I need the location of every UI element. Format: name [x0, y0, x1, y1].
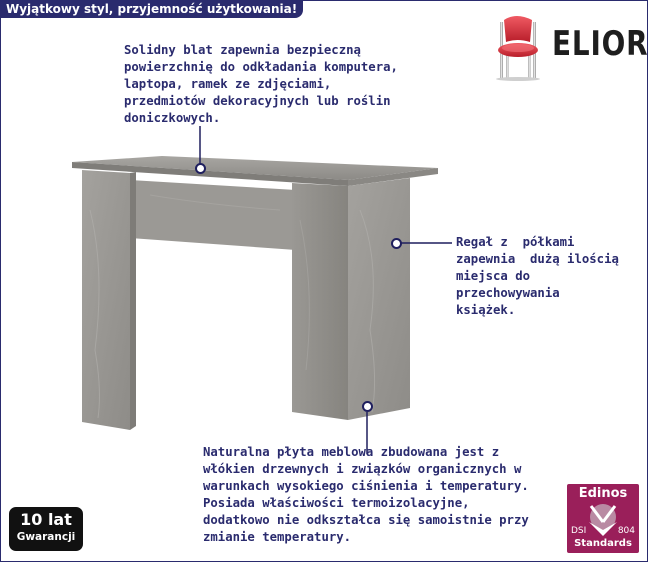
warranty-label: Gwarancji — [16, 531, 76, 543]
shelf-feature-text: Regał z półkami zapewnia dużą ilością miejsca do przechowywania książek. — [456, 235, 619, 317]
warranty-badge — [9, 507, 83, 551]
header-banner: Wyjątkowy styl, przyjemność użytkowania! — [0, 0, 303, 18]
top-callout-marker — [195, 163, 206, 174]
certification-code-right: 804 — [617, 526, 635, 536]
certification-brand: Edinos — [578, 486, 628, 501]
warranty-years: 10 lat — [20, 510, 72, 529]
desk-illustration — [60, 150, 460, 440]
right-callout-marker — [391, 238, 402, 249]
desktop-feature-text: Solidny blat zapewnia bezpieczną powierzchnię do odkładania komputera, laptopa, ramek ze zdjęciami, przedmiotów dekoracyjnych lub roślin doniczkowych. — [124, 43, 398, 125]
certification-code-left: DSI — [571, 526, 587, 536]
material-feature-text: Naturalna płyta meblowa zbudowana jest z włókien drzewnych i związków organicznych w warunkach wysokiego ciśnienia i temperatury. Posiada właściwości termoizolacyjne, dodatkowo nie odkształca się samoistnie przy zmianie temperatury. — [203, 445, 529, 544]
certification-badge — [567, 484, 639, 553]
bottom-callout-marker — [362, 401, 373, 412]
brand-name: ELIOR — [552, 24, 649, 64]
certification-label: Standards — [574, 538, 632, 549]
